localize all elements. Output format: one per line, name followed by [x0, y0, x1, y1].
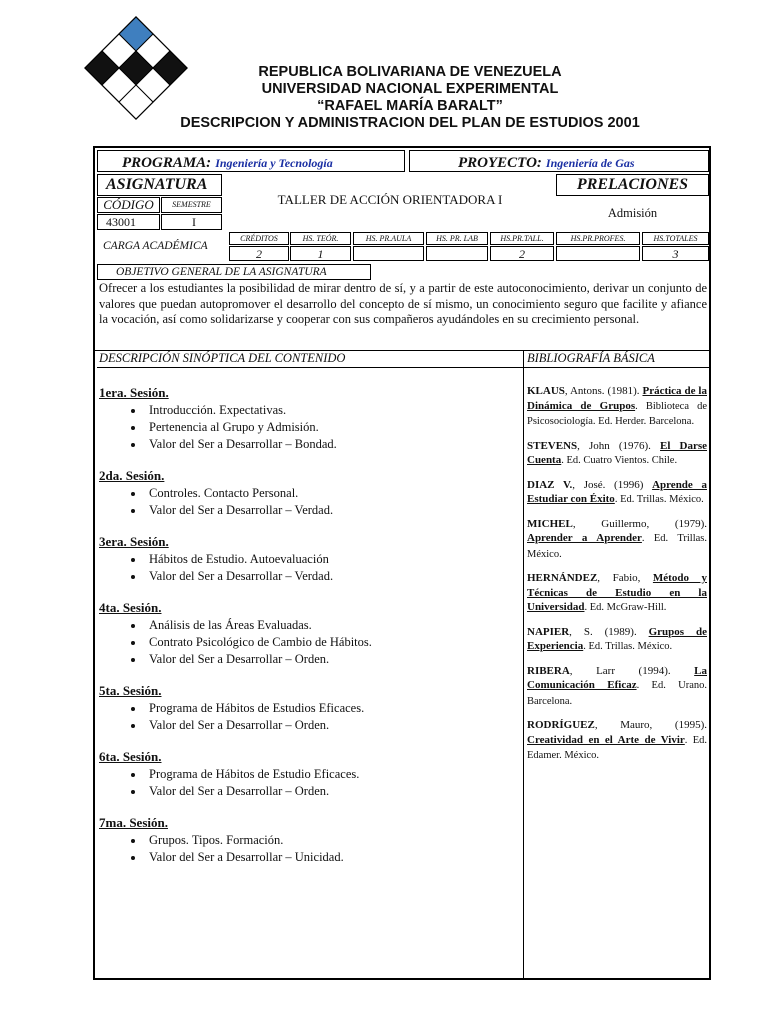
bibliography-details: , John (1976).: [577, 439, 661, 452]
header-line-2: UNIVERSIDAD NACIONAL EXPERIMENTAL: [261, 81, 559, 97]
session-item: • Valor del Ser a Desarrollar – Verdad.: [145, 502, 519, 519]
prereq-label: PRELACIONES: [576, 176, 689, 193]
bibliography-list: [527, 384, 707, 773]
bibliography-rest: . Ed. Edamer. México.: [527, 734, 707, 761]
session-item: • Programa de Hábitos de Estudio Eficaces.: [145, 766, 519, 783]
session-item: • Controles. Contacto Personal.: [145, 485, 519, 502]
subject-label-cell: [97, 174, 222, 196]
session-item: • Pertenencia al Grupo y Admisión.: [145, 419, 519, 436]
program-cell: [97, 150, 405, 172]
load-header-total: HS.TOTALES: [642, 232, 709, 245]
bibliography-title: Aprender a Aprender: [527, 532, 642, 544]
bibliography-entry: [527, 439, 707, 469]
load-header-workshop: HS.PR.TALL.: [490, 232, 554, 245]
load-value-professional: [556, 246, 640, 261]
load-value-credits: 2: [229, 246, 289, 261]
session-title: 5ta. Sesión.: [99, 683, 162, 698]
session-title: 1era. Sesión.: [99, 385, 169, 400]
load-header-classroom: HS. PR.AULA: [353, 232, 424, 245]
session-item: • Análisis de las Áreas Evaluadas.: [145, 617, 519, 634]
load-header-theory: HS. TEÓR.: [290, 232, 351, 245]
session-items: [99, 485, 519, 519]
session-item: • Valor del Ser a Desarrollar – Orden.: [145, 783, 519, 800]
bibliography-entry: [527, 625, 707, 655]
prereq-label-cell: [556, 174, 709, 196]
bibliography-rest: . Biblioteca de Psicosociología. Ed. Herder. Barcelona.: [527, 400, 707, 427]
bibliography-details: , Antons. (1981).: [564, 385, 643, 397]
bibliography-rest: . Ed. Cuatro Vientos. Chile.: [561, 455, 678, 466]
load-header-lab: HS. PR. LAB: [426, 232, 488, 245]
load-label: CARGA ACADÉMICA: [103, 240, 208, 252]
load-value-classroom: [353, 246, 424, 261]
content-header-rule: [97, 367, 523, 368]
session-items: [99, 700, 519, 734]
program-label: PROGRAMA:: [122, 155, 212, 171]
bibliography-details: , Larr (1994).: [569, 664, 695, 677]
session-item: • Grupos. Tipos. Formación.: [145, 832, 519, 849]
bibliography-entry: [527, 571, 707, 616]
bibliography-author: HERNÁNDEZ: [527, 572, 598, 584]
bibliography-title: La Comunicación Eficaz: [527, 664, 707, 691]
load-value-workshop: 2: [490, 246, 554, 261]
header-line-1: REPUBLICA BOLIVARIANA DE VENEZUELA: [258, 64, 562, 80]
code-label: CÓDIGO: [97, 197, 160, 213]
session-title: 7ma. Sesión.: [99, 815, 168, 830]
bibliography-details: , Mauro, (1995).: [594, 719, 707, 731]
bibliography-rest: . Ed. Urano. Barcelona.: [527, 680, 707, 707]
session-title: 4ta. Sesión.: [99, 600, 162, 615]
load-header-credits: CRÉDITOS: [229, 232, 289, 245]
session-list: [99, 385, 519, 881]
session-item: • Programa de Hábitos de Estudios Eficaces.: [145, 700, 519, 717]
semester-value: I: [161, 214, 222, 230]
bibliography-entry: [527, 718, 707, 764]
session-item: • Introducción. Expectativas.: [145, 402, 519, 419]
load-value-theory: 1: [290, 246, 351, 261]
bibliography-details: , S. (1989).: [569, 625, 649, 638]
session-title: 3era. Sesión.: [99, 534, 169, 549]
bibliography-author: RIBERA: [527, 664, 570, 677]
bibliography-details: , Guillermo, (1979).: [572, 517, 707, 530]
column-divider: [523, 350, 524, 978]
bibliography-rest: . Ed. Trillas. México.: [614, 494, 704, 505]
prereq-value: Admisión: [607, 206, 658, 220]
bibliography-rest: . Ed. Trillas. México.: [583, 641, 673, 652]
bibliography-rest: . Ed. McGraw-Hill.: [584, 602, 667, 613]
program-value: Ingeniería y Tecnología: [215, 156, 333, 170]
session-item: • Valor del Ser a Desarrollar – Verdad.: [145, 568, 519, 585]
session-items: [99, 617, 519, 668]
session-item: • Valor del Ser a Desarrollar – Orden.: [145, 651, 519, 668]
bibliography-author: DIAZ V.: [527, 478, 573, 491]
session-item: • Valor del Ser a Desarrollar – Unicidad.: [145, 849, 519, 866]
bibliography-title: Aprende a Estudiar con Éxito: [527, 478, 707, 505]
objective-label: OBJETIVO GENERAL DE LA ASIGNATURA: [97, 264, 371, 280]
session-item: • Valor del Ser a Desarrollar – Orden.: [145, 717, 519, 734]
bibliography-details: , José. (1996): [572, 478, 653, 491]
objective-text: Ofrecer a los estudiantes la posibilidad de mirar dentro de sí, y a partir de este autoconocimiento, derivar un conjunto de valores que puedan autopromover el desarrollo del concepto de sí mismo, un conocimiento seguro que facilite y afiance la vocación, así como solidarizarse y cooperar con sus compañeros ayudándoles en su crecimiento personal.: [99, 281, 707, 326]
bibliography-author: KLAUS: [527, 385, 565, 397]
bibliography-author: STEVENS: [527, 439, 578, 452]
bibliography-entry: [527, 664, 707, 710]
session-title: 2da. Sesión.: [99, 468, 165, 483]
bibliography-rest: . Ed. Trillas. México.: [527, 533, 707, 560]
bibliography-title: El Darse Cuenta: [527, 439, 708, 466]
bibliography-author: RODRÍGUEZ: [527, 719, 595, 731]
bibliography-title: Grupos de Experiencia: [527, 625, 707, 652]
session-items: [99, 402, 519, 453]
bibliography-entry: [527, 517, 707, 563]
load-header-professional: HS.PR.PROFES.: [556, 232, 640, 245]
bibliography-entry: [527, 478, 707, 508]
header-line-4: DESCRIPCION Y ADMINISTRACION DEL PLAN DE ESTUDIOS 2001: [180, 115, 640, 131]
study-plan-form: [93, 146, 711, 980]
load-value-lab: [426, 246, 488, 261]
bibliography-details: , Fabio,: [597, 572, 653, 584]
bibliography-author: MICHEL: [527, 517, 573, 530]
bibliography-entry: [527, 384, 707, 430]
document-header: [120, 64, 700, 132]
biblio-header-rule: [524, 367, 709, 368]
session-item: • Contrato Psicológico de Cambio de Hábitos.: [145, 634, 519, 651]
session-title: 6ta. Sesión.: [99, 749, 162, 764]
session-items: [99, 766, 519, 800]
biblio-label: BIBLIOGRAFÍA BÁSICA: [527, 351, 655, 365]
session-item: • Valor del Ser a Desarrollar – Bondad.: [145, 436, 519, 453]
project-cell: [409, 150, 709, 172]
header-line-3: “RAFAEL MARÍA BARALT”: [317, 98, 503, 114]
bibliography-title: Práctica de la Dinámica de Grupos: [527, 385, 707, 412]
bibliography-title: Método y Técnicas de Estudio en la Universidad: [527, 572, 707, 613]
bibliography-title: Creatividad en el Arte de Vivir: [527, 733, 685, 746]
load-value-total: 3: [642, 246, 709, 261]
subject-label: ASIGNATURA: [106, 176, 208, 193]
project-value: Ingeniería de Gas: [545, 156, 635, 170]
session-items: [99, 832, 519, 866]
content-label: DESCRIPCIÓN SINÓPTICA DEL CONTENIDO: [99, 351, 346, 365]
code-value: 43001: [97, 214, 160, 230]
session-item: • Hábitos de Estudio. Autoevaluación: [145, 551, 519, 568]
bibliography-author: NAPIER: [527, 625, 570, 638]
project-label: PROYECTO:: [458, 155, 542, 171]
subject-name: TALLER DE ACCIÓN ORIENTADORA I: [277, 192, 503, 207]
semester-label: SEMESTRE: [161, 197, 222, 213]
session-items: [99, 551, 519, 585]
